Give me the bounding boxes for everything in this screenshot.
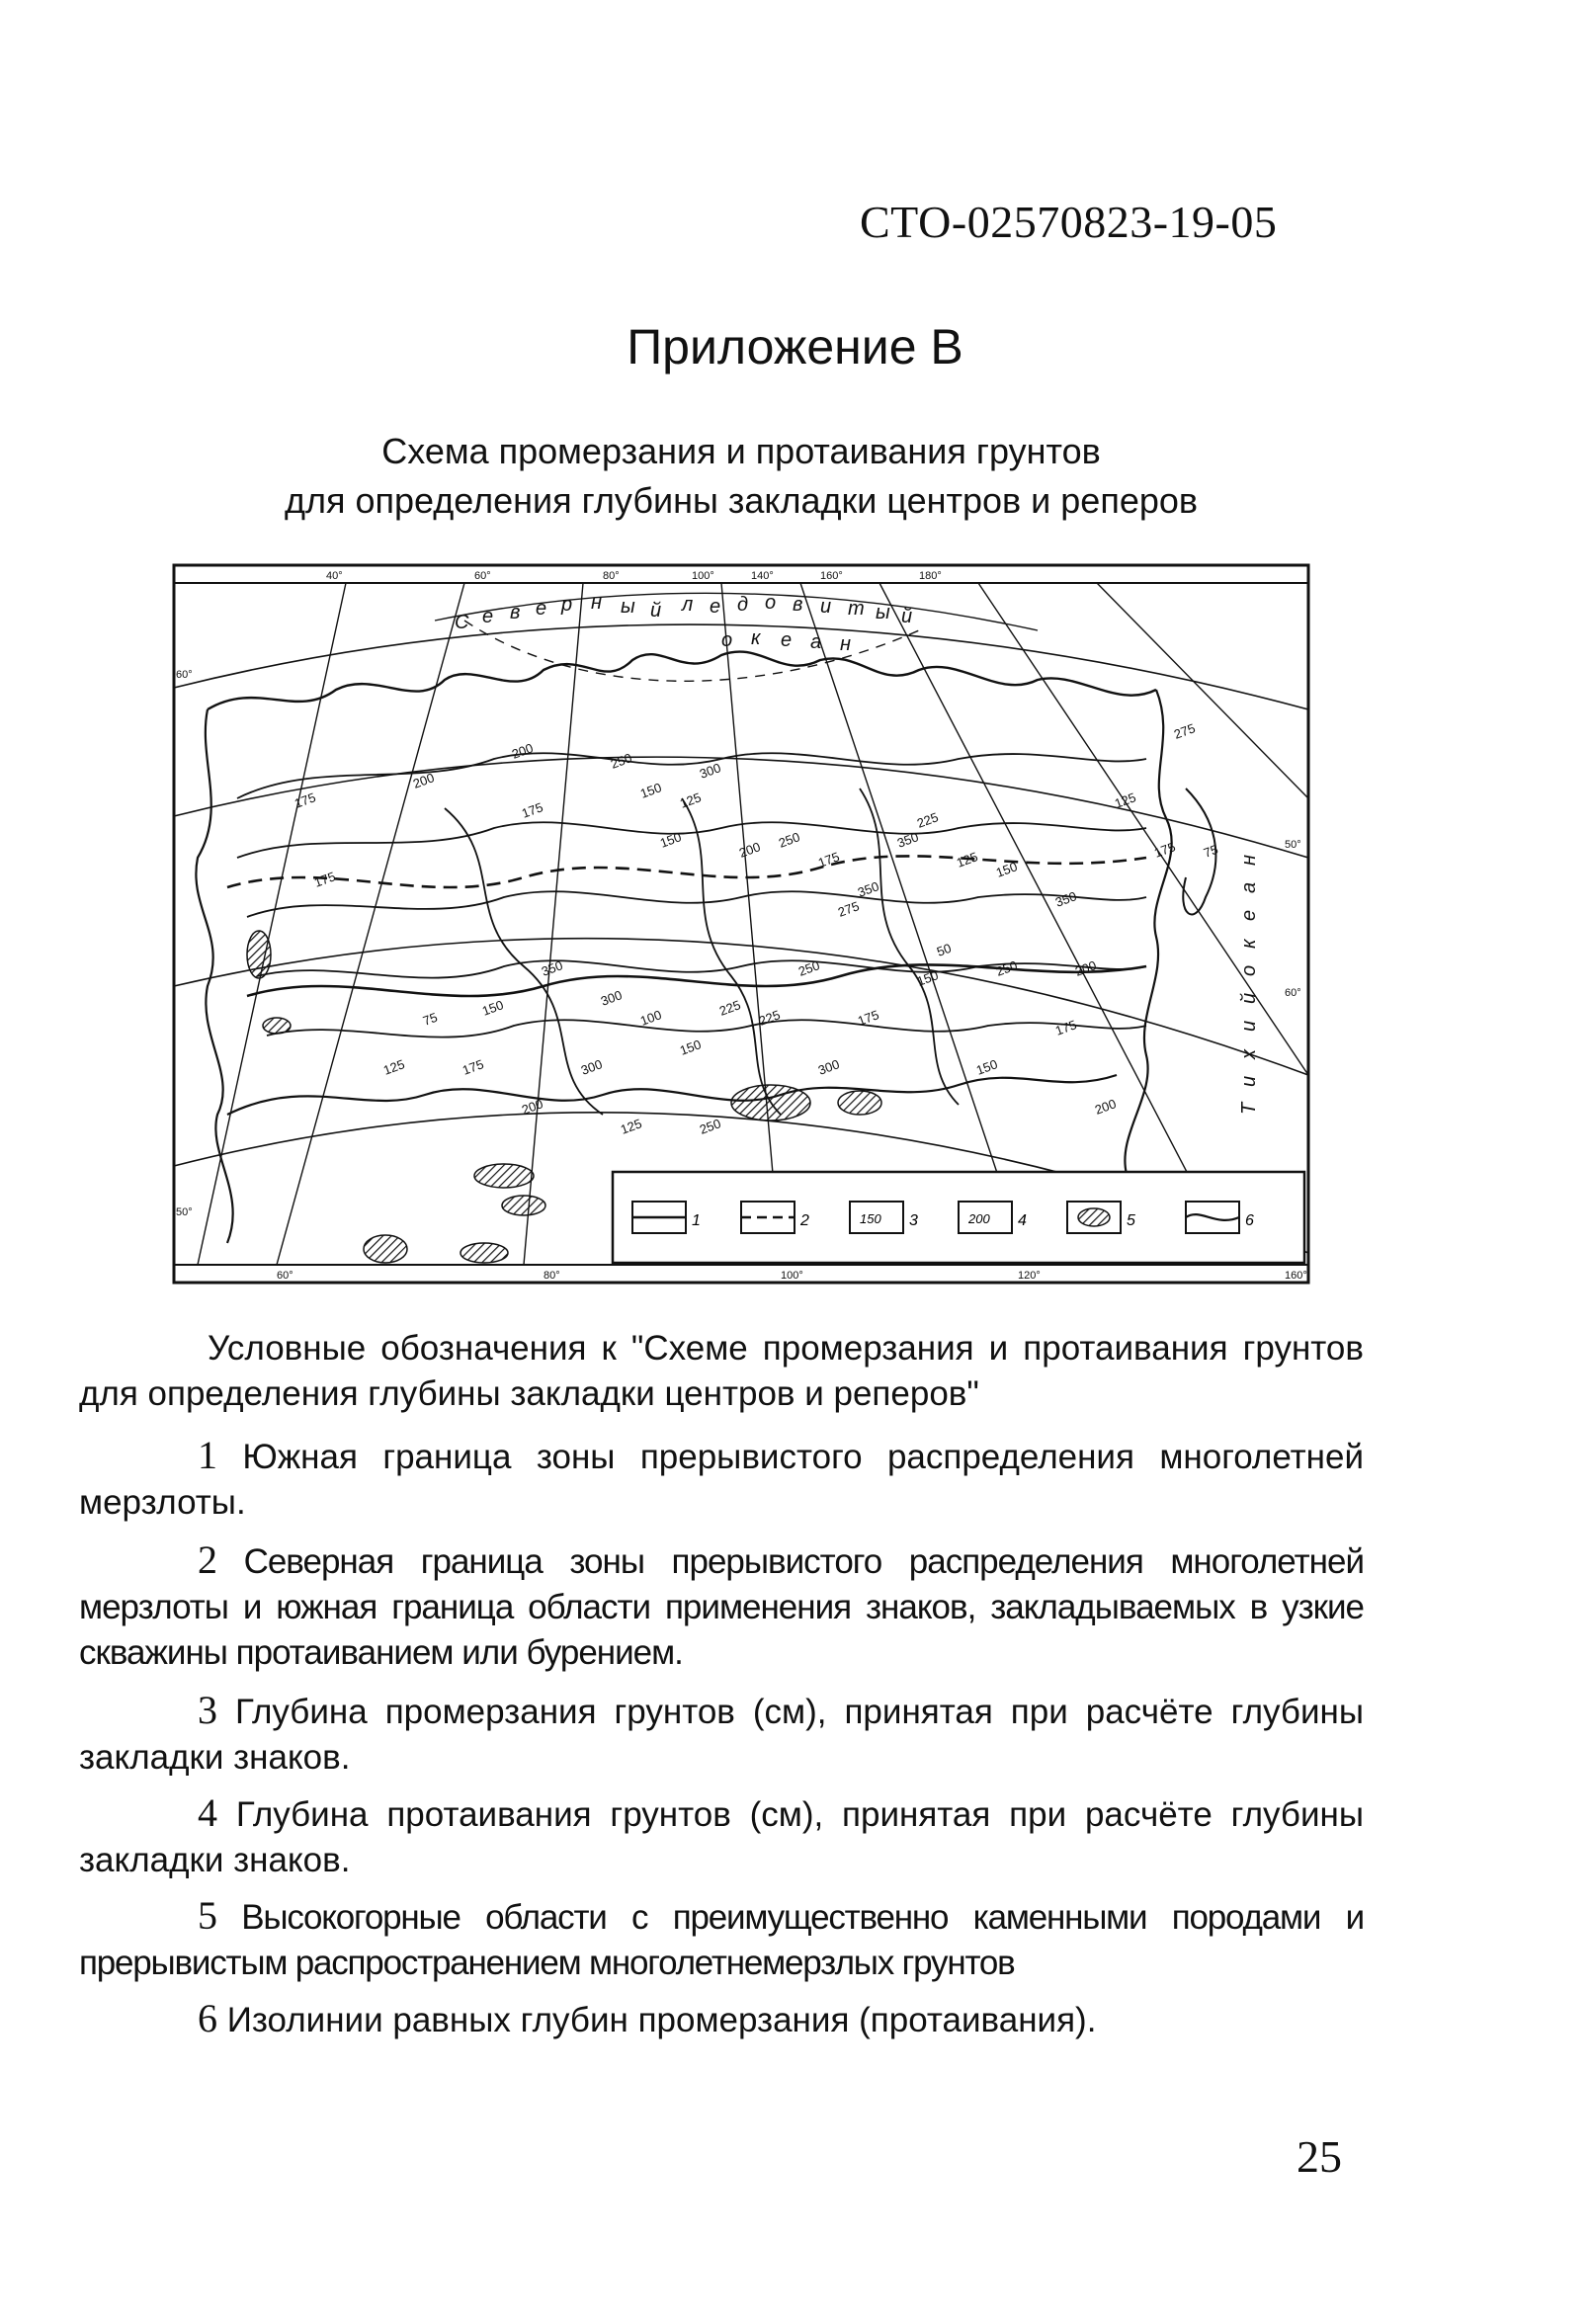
depth-label: 275 xyxy=(835,898,862,920)
legend-number: 2 xyxy=(800,1212,809,1229)
depth-label: 125 xyxy=(618,1116,644,1137)
depth-label: 225 xyxy=(756,1007,783,1029)
depth-label: 350 xyxy=(855,878,881,900)
legend-number: 4 xyxy=(1018,1212,1027,1229)
sea-name-letter: й xyxy=(650,600,662,622)
longitude-label: 100° xyxy=(692,570,714,582)
depth-label: 150 xyxy=(993,859,1020,880)
mountain-area xyxy=(838,1091,881,1115)
depth-label: 175 xyxy=(855,1007,881,1029)
mountain-area xyxy=(474,1164,534,1188)
mountain-area xyxy=(731,1085,810,1120)
meridian-140 xyxy=(879,583,1235,1265)
legend-hatch xyxy=(1078,1208,1110,1226)
pacific-name-letter: и xyxy=(1238,1075,1260,1087)
depth-label: 150 xyxy=(657,829,684,851)
meridian-100 xyxy=(721,583,781,1265)
latitude-label: 50° xyxy=(176,1206,193,1218)
depth-label: 175 xyxy=(311,869,338,890)
pacific-name-letter: е xyxy=(1238,909,1260,921)
pacific-name-letter: а xyxy=(1238,881,1260,893)
pacific-name-letter: и xyxy=(1238,1020,1260,1032)
depth-label: 125 xyxy=(677,789,704,811)
isoline-b xyxy=(237,822,1146,858)
depth-label: 175 xyxy=(519,799,545,821)
depth-label: 225 xyxy=(716,997,743,1019)
legend-sample-value: 200 xyxy=(968,1211,990,1226)
pacific-name-letter: й xyxy=(1238,992,1260,1004)
latitude-label: 60° xyxy=(1285,987,1301,999)
depth-label: 200 xyxy=(736,839,763,861)
legend-number: 5 xyxy=(1127,1212,1135,1229)
sea-name-letter: й xyxy=(901,606,913,627)
sea-name-letter: д xyxy=(737,594,749,616)
pacific-name-letter: н xyxy=(1238,854,1260,866)
depth-label: 150 xyxy=(914,967,941,989)
legend-item-6: 6 Изолинии равных глубин промерзания (протаивания). xyxy=(198,1996,1097,2040)
depth-label: 300 xyxy=(578,1056,605,1078)
mountain-area xyxy=(263,1018,291,1034)
mountain-area xyxy=(460,1243,508,1263)
document-code: СТО-02570823-19-05 xyxy=(860,197,1278,247)
legend-item-2: 2 Северная граница зоны прерывистого распределения многолетней мерзлоты и южная граница области применения знаков, закладываемых в узкие скважины протаиванием или бурением. xyxy=(79,1537,1364,1672)
depth-label: 300 xyxy=(598,987,625,1009)
depth-label: 250 xyxy=(776,829,802,851)
pacific-name-letter: о xyxy=(1238,964,1260,976)
meridian-80 xyxy=(524,583,583,1265)
depth-label: 75 xyxy=(420,1009,440,1029)
pacific-name-letter: х xyxy=(1238,1049,1260,1059)
isoline-c xyxy=(247,891,1146,917)
legend-number: 1 xyxy=(692,1212,701,1229)
depth-label: 350 xyxy=(1052,888,1079,910)
west-coastline xyxy=(196,709,232,1243)
legend-caption: Условные обозначения к "Схеме промерзания и протаивания грунтов для определения глубины закладки центров и реперов" xyxy=(79,1329,1364,1413)
pacific-name-letter: Т xyxy=(1238,1102,1260,1115)
depth-label: 125 xyxy=(380,1056,407,1078)
sea-name-letter: е xyxy=(710,596,721,618)
depth-label: 300 xyxy=(815,1056,842,1078)
ocean-name-letter: н xyxy=(840,633,852,655)
sea-name-letter: в xyxy=(793,594,803,616)
pacific-name-letter: к xyxy=(1238,939,1260,949)
depth-label: 125 xyxy=(954,849,980,871)
depth-label: 175 xyxy=(460,1056,486,1078)
depth-label: 250 xyxy=(608,750,634,772)
meridian-120 xyxy=(800,583,1028,1265)
sea-name-letter: ы xyxy=(621,596,635,618)
sea-name-letter: С xyxy=(455,612,469,633)
depth-label: 225 xyxy=(914,809,941,831)
legend-item-4: 4 Глубина протаивания грунтов (см), принятая при расчёте глубины закладки знаков. xyxy=(79,1790,1364,1879)
longitude-label: 60° xyxy=(277,1270,293,1282)
depth-label: 200 xyxy=(1092,1096,1119,1118)
depth-label: 275 xyxy=(1171,720,1198,742)
longitude-label: 120° xyxy=(1018,1270,1041,1282)
sea-name-letter: е xyxy=(536,598,547,620)
depth-label: 175 xyxy=(815,849,842,871)
ocean-name-letter: к xyxy=(751,627,761,649)
isoline-e xyxy=(267,1020,1146,1037)
sea-name-letter: р xyxy=(561,594,573,616)
mountain-area xyxy=(502,1196,545,1215)
longitude-label: 60° xyxy=(474,570,491,582)
sea-name-letter: н xyxy=(591,592,603,614)
sea-name-letter: е xyxy=(482,606,494,627)
isoline-g xyxy=(682,798,781,1115)
depth-label: 350 xyxy=(894,829,921,851)
legend-item-5: 5 Высокогорные области с преимущественно каменными породами и прерывистым распространением многолетнемерзлых грунтов xyxy=(79,1893,1364,1982)
permafrost-map-svg xyxy=(168,561,1314,1292)
depth-label: 50 xyxy=(934,940,954,959)
legend-number: 6 xyxy=(1245,1212,1254,1229)
sea-name-letter: т xyxy=(848,598,865,620)
latitude-label: 50° xyxy=(1285,839,1301,851)
appendix-title: Приложение В xyxy=(627,319,963,374)
longitude-label: 140° xyxy=(751,570,774,582)
permafrost-map xyxy=(168,561,1314,1292)
south-border xyxy=(227,1075,1117,1115)
parallel-50 xyxy=(174,939,1308,1075)
depth-label: 250 xyxy=(697,1116,723,1137)
depth-label: 150 xyxy=(973,1056,1000,1078)
longitude-label: 40° xyxy=(326,570,343,582)
legend-item-1: 1 Южная граница зоны прерывистого распределения многолетней мерзлоты. xyxy=(79,1433,1364,1522)
depth-label: 200 xyxy=(410,770,437,791)
sea-name-letter: в xyxy=(510,602,521,623)
longitude-label: 160° xyxy=(1285,1270,1307,1282)
legend-sample-value: 150 xyxy=(860,1211,881,1226)
depth-label: 175 xyxy=(1151,839,1178,861)
north-coastline xyxy=(208,652,1156,709)
depth-label: 150 xyxy=(677,1037,704,1058)
longitude-label: 180° xyxy=(919,570,942,582)
ocean-name-letter: о xyxy=(721,629,733,651)
depth-label: 125 xyxy=(1112,789,1138,811)
depth-label: 200 xyxy=(509,740,536,762)
sea-name-letter: л xyxy=(682,594,694,616)
sea-name-letter: о xyxy=(765,592,777,614)
scheme-title-line-2: для определения глубины закладки центров и реперов xyxy=(284,480,1199,521)
longitude-label: 160° xyxy=(820,570,843,582)
meridian-180 xyxy=(1097,583,1308,798)
ocean-name-letter: а xyxy=(810,631,822,653)
depth-label: 75 xyxy=(1201,841,1220,861)
page-number: 25 xyxy=(1297,2131,1342,2182)
depth-label: 300 xyxy=(697,760,723,782)
depth-label: 200 xyxy=(519,1096,545,1118)
depth-label: 150 xyxy=(479,997,506,1019)
depth-label: 250 xyxy=(993,957,1020,979)
scheme-title xyxy=(188,427,1295,526)
scheme-title-line-1: Схема промерзания и протаивания грунтов xyxy=(381,431,1101,471)
sea-name-letter: и xyxy=(820,596,832,618)
legend-number: 3 xyxy=(909,1212,918,1229)
depth-label: 250 xyxy=(795,957,822,979)
ocean-name-letter: е xyxy=(781,629,793,651)
meridian-40 xyxy=(198,583,346,1265)
mountain-area xyxy=(364,1235,407,1263)
longitude-label: 100° xyxy=(781,1270,803,1282)
legend-item-3: 3 Глубина промерзания грунтов (см), принятая при расчёте глубины закладки знаков. xyxy=(79,1688,1364,1777)
depth-label: 200 xyxy=(1072,957,1099,979)
longitude-label: 80° xyxy=(603,570,620,582)
sea-name-letter: ы xyxy=(876,602,890,623)
map-legend-box xyxy=(613,1172,1304,1263)
depth-label: 175 xyxy=(1052,1017,1079,1038)
mountain-area xyxy=(247,931,271,978)
depth-label: 100 xyxy=(637,1007,664,1029)
parallel-70 xyxy=(174,624,1308,709)
depth-label: 175 xyxy=(292,789,318,811)
depth-label: 350 xyxy=(539,957,565,979)
latitude-label: 60° xyxy=(176,669,193,681)
depth-label: 150 xyxy=(637,780,664,801)
longitude-label: 80° xyxy=(544,1270,560,1282)
